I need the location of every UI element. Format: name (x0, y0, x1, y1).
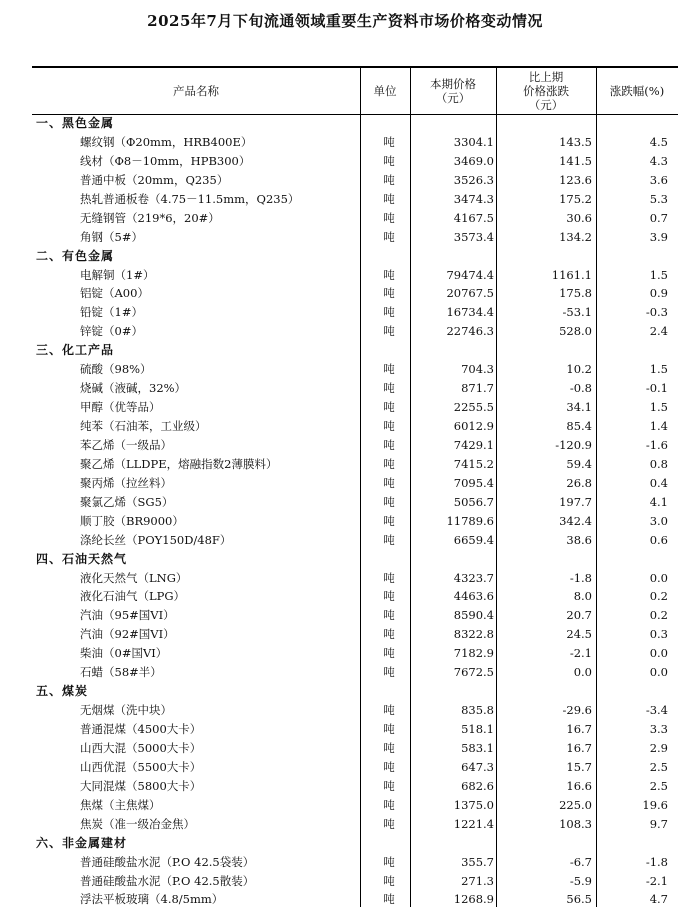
change-cell: 143.5 (559, 134, 592, 149)
table-row (32, 625, 678, 644)
unit-cell: 吨 (383, 816, 395, 831)
percent-cell: 0.0 (649, 665, 668, 680)
product-name: 石蜡（58#半） (80, 665, 162, 680)
price-cell: 8322.8 (453, 627, 494, 642)
price-cell: 20767.5 (446, 286, 494, 301)
price-cell: 79474.4 (446, 267, 494, 282)
price-cell: 7672.5 (453, 665, 494, 680)
change-cell: 85.4 (566, 419, 592, 433)
price-cell: 1375.0 (453, 797, 494, 812)
change-cell: 30.6 (566, 210, 592, 225)
section-title: 五、煤炭 (36, 684, 89, 699)
table-row (32, 379, 678, 398)
percent-cell: 1.5 (649, 362, 668, 377)
percent-cell: 3.0 (649, 513, 668, 528)
unit-cell: 吨 (383, 153, 395, 168)
change-cell: 56.5 (566, 892, 592, 907)
percent-cell: 0.2 (649, 608, 668, 623)
price-cell: 1268.9 (453, 892, 494, 907)
unit-cell: 吨 (383, 589, 395, 604)
unit-cell: 吨 (383, 532, 395, 547)
price-cell: 271.3 (461, 873, 494, 888)
change-cell: 26.8 (566, 475, 592, 490)
change-cell: 225.0 (559, 797, 592, 812)
change-cell: 24.5 (566, 627, 592, 642)
product-name: 山西优混（5500大卡） (80, 759, 202, 774)
unit-cell: 吨 (383, 191, 395, 206)
unit-cell: 吨 (383, 267, 395, 282)
percent-cell: 1.5 (649, 267, 668, 282)
percent-cell: -1.6 (645, 437, 668, 452)
percent-cell: -2.1 (645, 873, 668, 888)
percent-cell: 4.7 (649, 892, 668, 907)
change-cell: 59.4 (566, 456, 592, 471)
table-row (32, 777, 678, 796)
price-cell: 3304.1 (453, 134, 494, 149)
table-row (32, 739, 678, 758)
change-cell: -5.9 (569, 873, 592, 888)
product-name: 汽油（92#国VI） (80, 627, 175, 642)
unit-cell: 吨 (383, 740, 395, 755)
table-row (32, 133, 678, 152)
table-row (32, 701, 678, 720)
change-cell: -29.6 (562, 703, 592, 718)
unit-cell: 吨 (383, 759, 395, 774)
product-name: 液化天然气（LNG） (80, 570, 188, 585)
table-row (32, 872, 678, 891)
change-cell: 16.7 (566, 740, 592, 755)
unit-cell: 吨 (383, 400, 395, 415)
product-name: 烧碱（液碱，32%） (80, 381, 187, 396)
product-name: 苯乙烯（一级品） (80, 437, 172, 452)
product-name: 硫酸（98%） (80, 362, 152, 377)
percent-cell: 0.0 (649, 570, 668, 585)
unit-cell: 吨 (383, 665, 395, 680)
table-row (32, 455, 678, 474)
change-cell: 38.6 (566, 532, 592, 547)
price-cell: 7415.2 (453, 456, 494, 471)
product-name: 汽油（95#国VI） (80, 608, 175, 623)
change-cell: 16.7 (566, 722, 592, 736)
header-price (410, 68, 496, 114)
price-cell: 4323.7 (453, 570, 494, 585)
price-cell: 3573.4 (453, 229, 494, 244)
percent-cell: 0.6 (649, 532, 668, 547)
unit-cell: 吨 (383, 608, 395, 623)
price-cell: 682.6 (461, 778, 494, 793)
product-name: 聚氯乙烯（SG5） (80, 494, 174, 509)
price-cell: 871.7 (461, 381, 494, 396)
table-row (32, 152, 678, 171)
price-cell: 5056.7 (453, 494, 494, 509)
product-name: 甲醇（优等品） (80, 400, 161, 415)
product-name: 聚乙烯（LLDPE，熔融指数2薄膜料） (80, 456, 278, 471)
product-name: 电解铜（1#） (80, 267, 155, 282)
price-cell: 1221.4 (453, 816, 494, 831)
product-name: 顺丁胶（BR9000） (80, 513, 184, 528)
percent-cell: 1.5 (649, 400, 668, 415)
product-name: 普通中板（20mm，Q235） (80, 172, 229, 187)
price-cell: 583.1 (461, 740, 494, 755)
table-row (32, 360, 678, 379)
product-name: 普通混煤（4500大卡） (80, 722, 202, 736)
product-name: 涤纶长丝（POY150D/48F） (80, 532, 232, 547)
product-name: 柴油（0#国VI） (80, 646, 168, 661)
table-row (32, 190, 678, 209)
table-row (32, 493, 678, 512)
header-pct-label: 涨跌幅(%) (609, 84, 665, 98)
table-row (32, 853, 678, 872)
header-change-line1: 比上期 (528, 70, 564, 84)
header-name-label: 产品名称 (173, 84, 219, 98)
unit-cell: 吨 (383, 778, 395, 793)
header-pct (596, 68, 678, 114)
price-cell: 647.3 (461, 759, 494, 774)
unit-cell: 吨 (383, 722, 395, 736)
unit-cell: 吨 (383, 797, 395, 812)
section-row (32, 247, 678, 266)
unit-cell: 吨 (383, 324, 395, 339)
unit-cell: 吨 (383, 646, 395, 661)
change-cell: -2.1 (569, 646, 592, 661)
price-cell: 2255.5 (453, 400, 494, 415)
header-name (32, 68, 360, 114)
table-row (32, 587, 678, 606)
unit-cell: 吨 (383, 210, 395, 225)
change-cell: -53.1 (562, 305, 592, 320)
section-title: 一、黑色金属 (36, 116, 115, 130)
percent-cell: -1.8 (645, 854, 668, 869)
percent-cell: 0.3 (649, 627, 668, 642)
change-cell: 1161.1 (551, 267, 592, 282)
section-row (32, 550, 678, 569)
section-title: 四、石油天然气 (36, 551, 128, 566)
product-name: 焦炭（准一级冶金焦） (80, 816, 195, 831)
percent-cell: 9.7 (649, 816, 668, 831)
header-change-line3: （元） (528, 98, 564, 112)
percent-cell: 2.4 (649, 324, 668, 339)
product-name: 液化石油气（LPG） (80, 589, 186, 604)
table-row (32, 796, 678, 815)
product-name: 大同混煤（5800大卡） (80, 778, 202, 793)
unit-cell: 吨 (383, 172, 395, 187)
unit-cell: 吨 (383, 513, 395, 528)
unit-cell: 吨 (383, 873, 395, 888)
price-cell: 4463.6 (453, 589, 494, 604)
table-row (32, 303, 678, 322)
table-row (32, 474, 678, 493)
price-cell: 16734.4 (446, 305, 494, 320)
percent-cell: 0.8 (649, 456, 668, 471)
change-cell: 16.6 (566, 778, 592, 793)
product-name: 聚丙烯（拉丝料） (80, 475, 172, 490)
header-change (496, 68, 596, 114)
unit-cell: 吨 (383, 305, 395, 320)
change-cell: 8.0 (573, 589, 592, 604)
product-name: 线材（Φ8－10mm，HPB300） (80, 153, 251, 168)
change-cell: 34.1 (566, 400, 592, 415)
product-name: 无烟煤（洗中块） (80, 703, 172, 718)
unit-cell: 吨 (383, 419, 395, 433)
percent-cell: 0.0 (649, 646, 668, 661)
unit-cell: 吨 (383, 854, 395, 869)
unit-cell: 吨 (383, 570, 395, 585)
header-unit-label: 单位 (373, 84, 397, 98)
percent-cell: 5.3 (649, 191, 668, 206)
table-row (32, 569, 678, 588)
percent-cell: 2.9 (649, 740, 668, 755)
product-name: 铝锭（A00） (80, 286, 149, 301)
table-row (32, 398, 678, 417)
table-row (32, 171, 678, 190)
unit-cell: 吨 (383, 437, 395, 452)
table-row (32, 266, 678, 285)
product-name: 铅锭（1#） (80, 305, 143, 320)
change-cell: 123.6 (559, 172, 592, 187)
change-cell: 175.8 (559, 286, 592, 301)
price-cell: 7095.4 (453, 475, 494, 490)
percent-cell: 4.5 (649, 134, 668, 149)
table-row (32, 890, 678, 909)
header-price-line1: 本期价格 (430, 77, 476, 91)
change-cell: 141.5 (559, 153, 592, 168)
change-cell: -0.8 (569, 381, 592, 396)
section-row (32, 341, 678, 360)
price-cell: 835.8 (461, 703, 494, 718)
table-row (32, 322, 678, 341)
percent-cell: -0.3 (645, 305, 668, 320)
change-cell: 20.7 (566, 608, 592, 623)
price-cell: 704.3 (461, 362, 494, 377)
change-cell: 197.7 (559, 494, 592, 509)
price-cell: 355.7 (461, 854, 494, 869)
price-cell: 4167.5 (453, 210, 494, 225)
table-row (32, 720, 678, 739)
table-body (32, 114, 678, 909)
unit-cell: 吨 (383, 475, 395, 490)
price-cell: 6659.4 (453, 532, 494, 547)
percent-cell: 0.7 (649, 210, 668, 225)
product-name: 热轧普通板卷（4.75－11.5mm，Q235） (80, 191, 300, 206)
price-cell: 3526.3 (453, 172, 494, 187)
table-header (32, 68, 678, 115)
percent-cell: 0.4 (649, 475, 668, 490)
unit-cell: 吨 (383, 627, 395, 642)
percent-cell: 3.3 (649, 722, 668, 736)
section-title: 三、化工产品 (36, 343, 115, 358)
price-cell: 518.1 (461, 722, 494, 736)
unit-cell: 吨 (383, 456, 395, 471)
change-cell: 15.7 (566, 759, 592, 774)
price-cell: 7429.1 (453, 437, 494, 452)
table-row (32, 512, 678, 531)
change-cell: 342.4 (559, 513, 592, 528)
percent-cell: -0.1 (645, 381, 668, 396)
unit-cell: 吨 (383, 286, 395, 301)
section-row (32, 114, 678, 133)
product-name: 纯苯（石油苯，工业级） (80, 419, 207, 433)
change-cell: 528.0 (559, 324, 592, 339)
table-row (32, 644, 678, 663)
percent-cell: 2.5 (649, 778, 668, 793)
unit-cell: 吨 (383, 381, 395, 396)
unit-cell: 吨 (383, 703, 395, 718)
change-cell: 134.2 (559, 229, 592, 244)
product-name: 螺纹钢（Φ20mm，HRB400E） (80, 134, 253, 149)
header-change-line2: 价格涨跌 (523, 84, 569, 98)
table-row (32, 606, 678, 625)
section-title: 六、非金属建材 (36, 835, 128, 850)
table-row (32, 758, 678, 777)
table-row (32, 284, 678, 303)
price-cell: 3474.3 (453, 191, 494, 206)
price-cell: 7182.9 (453, 646, 494, 661)
table-row (32, 531, 678, 550)
percent-cell: 0.2 (649, 589, 668, 604)
percent-cell: 1.4 (649, 419, 668, 433)
page-title: 2025年7月下旬流通领域重要生产资料市场价格变动情况 (147, 12, 543, 30)
header-unit (360, 68, 410, 114)
price-cell: 8590.4 (453, 608, 494, 623)
unit-cell: 吨 (383, 362, 395, 377)
percent-cell: 3.9 (649, 229, 668, 244)
price-cell: 3469.0 (453, 153, 494, 168)
product-name: 普通硅酸盐水泥（P.O 42.5散装） (80, 873, 255, 888)
percent-cell: 3.6 (649, 172, 668, 187)
change-cell: -6.7 (569, 854, 592, 869)
table-row (32, 436, 678, 455)
percent-cell: 4.3 (649, 153, 668, 168)
percent-cell: -3.4 (645, 703, 668, 718)
section-row (32, 682, 678, 701)
product-name: 普通硅酸盐水泥（P.O 42.5袋装） (80, 854, 255, 869)
change-cell: -120.9 (555, 437, 592, 452)
section-row (32, 834, 678, 853)
product-name: 浮法平板玻璃（4.8/5mm） (80, 892, 224, 907)
header-price-line2: （元） (435, 91, 471, 105)
product-name: 焦煤（主焦煤） (80, 797, 161, 812)
table-row (32, 417, 678, 436)
table-row (32, 209, 678, 228)
unit-cell: 吨 (383, 892, 395, 907)
table-row (32, 663, 678, 682)
change-cell: 175.2 (559, 191, 592, 206)
unit-cell: 吨 (383, 229, 395, 244)
change-cell: 10.2 (566, 362, 592, 377)
product-name: 山西大混（5000大卡） (80, 740, 202, 755)
change-cell: 0.0 (573, 665, 592, 680)
change-cell: 108.3 (559, 816, 592, 831)
change-cell: -1.8 (569, 570, 592, 585)
unit-cell: 吨 (383, 494, 395, 509)
percent-cell: 0.9 (649, 286, 668, 301)
percent-cell: 4.1 (649, 494, 668, 509)
product-name: 角钢（5#） (80, 229, 143, 244)
table-row (32, 228, 678, 247)
table-row (32, 815, 678, 834)
percent-cell: 2.5 (649, 759, 668, 774)
unit-cell: 吨 (383, 134, 395, 149)
percent-cell: 19.6 (642, 797, 668, 812)
price-cell: 22746.3 (446, 324, 494, 339)
product-name: 无缝钢管（219*6，20#） (80, 210, 220, 225)
section-title: 二、有色金属 (36, 248, 115, 263)
price-cell: 11789.6 (446, 513, 494, 528)
product-name: 锌锭（0#） (80, 324, 143, 339)
price-cell: 6012.9 (453, 419, 494, 433)
